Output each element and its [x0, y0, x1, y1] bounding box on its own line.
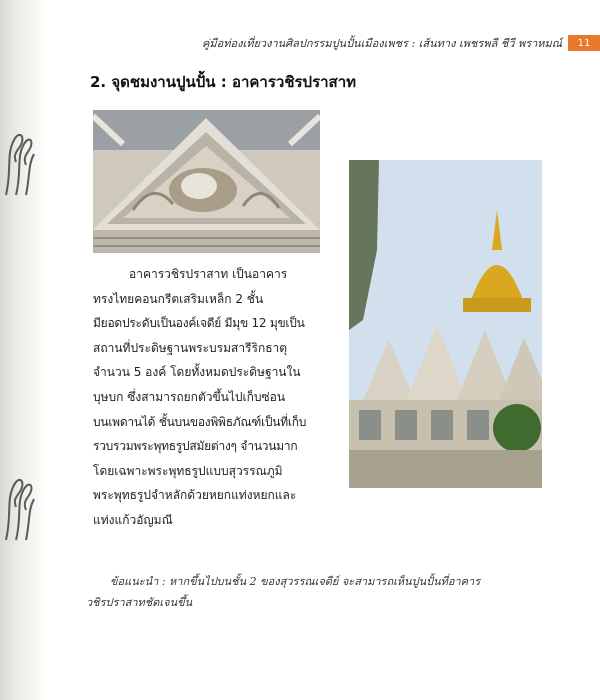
body-paragraph	[93, 262, 329, 533]
page-number: 11	[568, 35, 600, 51]
section-title: 2. จุดชมงานปูนปั้น : อาคารวชิรปราสาท	[90, 73, 357, 91]
tip-line: วชิรปราสาทชัดเจนขึ้น	[86, 596, 193, 609]
body-line: จำนวน 5 องค์ โดยทั้งหมดประดิษฐานใน	[93, 365, 301, 380]
body-line: มียอดประดับเป็นองค์เจดีย์ มีมุข 12 มุขเป็น	[93, 316, 305, 331]
page-spine	[0, 0, 46, 700]
body-line: บุษบก ซึ่งสามารถยกตัวขึ้นไปเก็บซ่อน	[93, 389, 286, 404]
running-header	[202, 34, 600, 52]
body-line: พระพุทธรูปจำหลักด้วยหยกแท่งหยกและ	[93, 488, 297, 503]
vajira-prasat-building-photo	[349, 160, 542, 488]
body-line: โดยเฉพาะพระพุทธรูปแบบสุวรรณภูมิ	[93, 463, 283, 478]
body-line: แท่งแก้วอัญมณี	[93, 512, 173, 527]
body-line: ทรงไทยคอนกรีตเสริมเหล็ก 2 ชั้น	[93, 291, 264, 306]
body-line: รวบรวมพระพุทธรูปสมัยต่างๆ จำนวนมาก	[93, 439, 298, 454]
pediment-stucco-photo	[93, 110, 320, 253]
body-line: สถานที่ประดิษฐานพระบรมสารีริกธาตุ	[93, 340, 288, 355]
running-title: คู่มือท่องเที่ยวงานศิลปกรรมปูนปั้นเมืองเพชร : เส้นทาง เพชรพลี ชีวี พราหมณ์	[202, 37, 562, 50]
tip-line: ข้อแนะนำ : หากขึ้นไปบนชั้น 2 ของสุวรรณเจดีย์ จะสามารถเห็นปูนปั้นที่อาคาร	[110, 575, 481, 588]
thai-pattern-ornament-icon	[2, 110, 38, 200]
visitor-tip	[86, 571, 526, 613]
body-line: อาคารวชิรปราสาท เป็นอาคาร	[129, 267, 288, 281]
body-line: บนเพดานได้ ชั้นบนของพิพิธภัณฑ์เป็นที่เก็บ	[93, 414, 307, 429]
thai-pattern-ornament-icon	[2, 455, 38, 545]
